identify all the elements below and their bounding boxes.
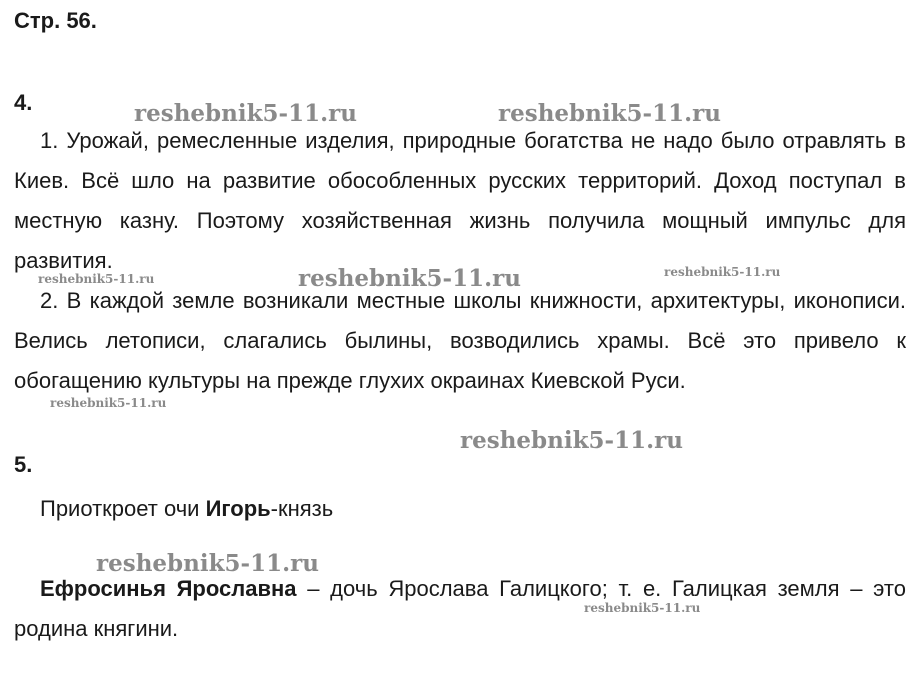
watermark: reshebnik5-11.ru [50, 396, 167, 410]
watermark: reshebnik5-11.ru [298, 265, 521, 292]
task-4-paragraph-1 [14, 121, 906, 281]
task-5-line-2-bold: Ефросинья Ярославна [40, 576, 297, 601]
task-4-paragraph-2 [14, 281, 906, 401]
task-5-line-1-prefix: Приоткроет очи [40, 496, 206, 521]
watermark: reshebnik5-11.ru [460, 427, 683, 454]
task-4-paragraph-1-text: 1. Урожай, ремесленные изделия, природные богатства не надо было отравлять в Киев. Всё шло на развитие обособленных русских территорий. Доход поступал в местную казну. Поэтому хозяйственная жизнь получила мощный импульс для развития. [14, 128, 906, 273]
task-4-paragraph-2-text: 2. В каждой земле возникали местные школы книжности, архитектуры, иконописи. Велись летописи, слагались былины, возводились храмы. Всё это привело к обогащению культуры на прежде глухих окраинах Киевской Руси. [14, 288, 906, 393]
task-5-line-1-suffix: -князь [270, 496, 334, 521]
task-5-line-2-rest: – дочь Ярослава Галицкого; т. е. Галицкая земля – это родина княгини. [14, 576, 906, 641]
watermark: reshebnik5-11.ru [664, 265, 781, 279]
page-title: Стр. 56. [14, 8, 97, 33]
task-5-line-1-bold: Игорь [205, 496, 271, 521]
watermark: reshebnik5-11.ru [38, 272, 155, 286]
task-5-number: 5. [14, 452, 33, 477]
watermark: reshebnik5-11.ru [96, 550, 319, 577]
watermark: reshebnik5-11.ru [584, 601, 701, 615]
watermark: reshebnik5-11.ru [134, 100, 357, 127]
task-5-line-1 [14, 489, 906, 529]
task-4-number: 4. [14, 90, 33, 115]
task-5-line-2 [14, 569, 906, 649]
watermark: reshebnik5-11.ru [498, 100, 721, 127]
